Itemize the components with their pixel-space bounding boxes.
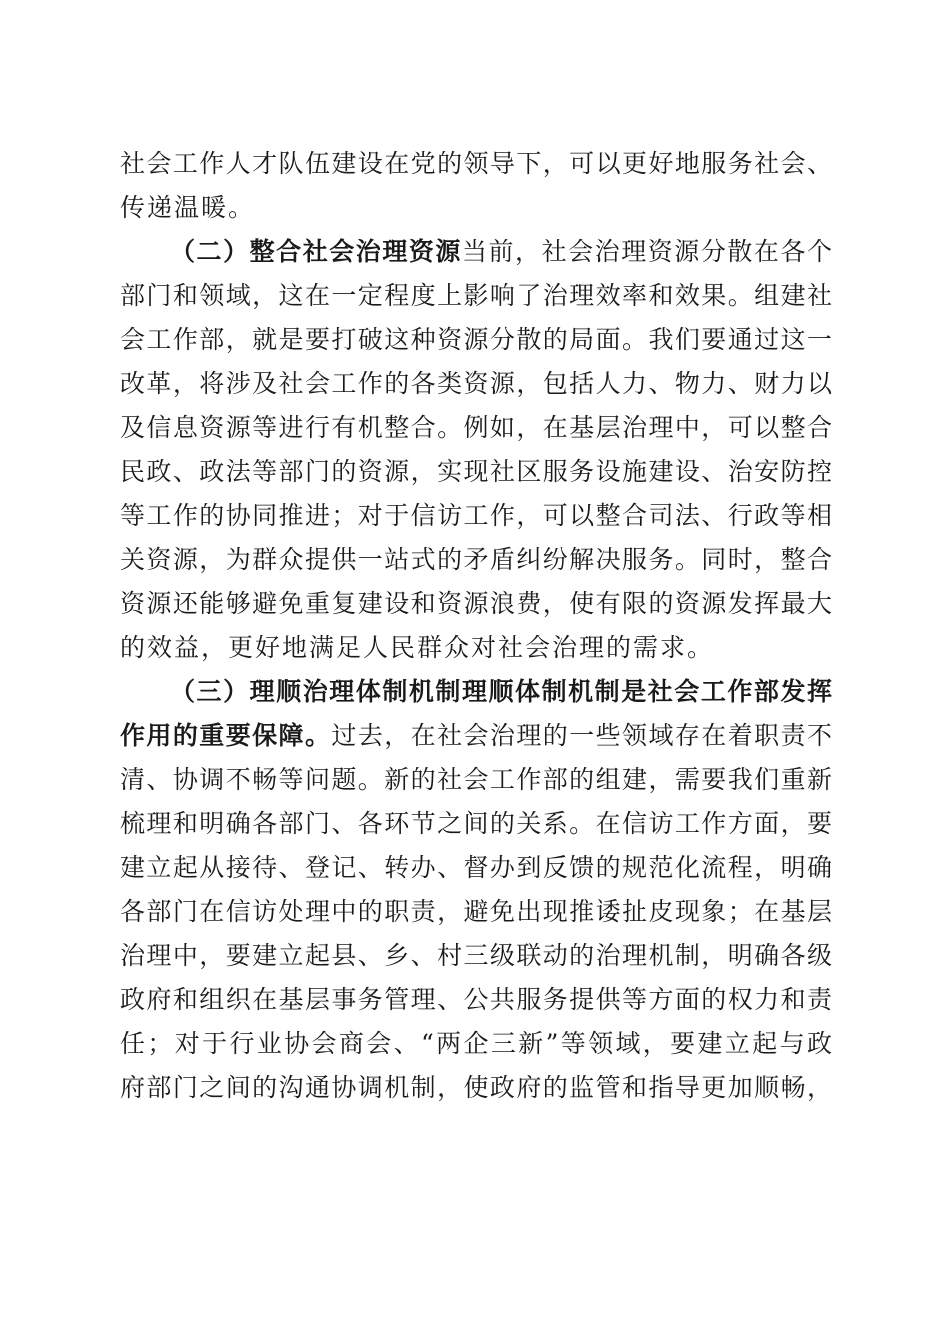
text-span: 过去，在社会治理的一些领域存在着职责不 (331, 721, 832, 750)
text-line: 府部门之间的沟通协调机制，使政府的监管和指导更加顺畅， (120, 1073, 832, 1102)
text-line: 等工作的协同推进；对于信访工作，可以整合司法、行政等相 (120, 501, 832, 530)
section-heading-continued: 作用的重要保障。 (120, 721, 332, 750)
text-line: 清、协调不畅等问题。新的社会工作部的组建，需要我们重新 (120, 765, 832, 794)
text-line: 资源还能够避免重复建设和资源浪费，使有限的资源发挥最大 (120, 589, 832, 618)
text-line: 政府和组织在基层事务管理、公共服务提供等方面的权力和责 (120, 985, 832, 1014)
text-line: 治理中，要建立起县、乡、村三级联动的治理机制，明确各级 (120, 941, 832, 970)
text-span: 当前，社会治理资源分散在各个 (461, 237, 832, 266)
text-line: 梳理和明确各部门、各环节之间的关系。在信访工作方面，要 (120, 809, 832, 838)
text-line: 改革，将涉及社会工作的各类资源，包括人力、物力、财力以 (120, 369, 832, 398)
section-heading-line (170, 230, 832, 274)
text-line: 各部门在信访处理中的职责，避免出现推诿扯皮现象；在基层 (120, 897, 832, 926)
text-line: 会工作部，就是要打破这种资源分散的局面。我们要通过这一 (120, 325, 832, 354)
text-line: 任；对于行业协会商会、“两企三新”等领域，要建立起与政 (120, 1029, 832, 1058)
text-line: 传递温暖。 (120, 193, 256, 222)
text-line: 建立起从接待、登记、转办、督办到反馈的规范化流程，明确 (120, 853, 832, 882)
text-line: 及信息资源等进行有机整合。例如，在基层治理中，可以整合 (120, 413, 832, 442)
text-line: 部门和领域，这在一定程度上影响了治理效率和效果。组建社 (120, 281, 832, 310)
text-line: 社会工作人才队伍建设在党的领导下，可以更好地服务社会、 (120, 149, 832, 178)
section-heading: （三）理顺治理体制机制理顺体制机制是社会工作部发挥 (170, 677, 832, 706)
text-line: 关资源，为群众提供一站式的矛盾纠纷解决服务。同时，整合 (120, 545, 832, 574)
text-line: 民政、政法等部门的资源，实现社区服务设施建设、治安防控 (120, 457, 832, 486)
section-heading-line (120, 714, 832, 758)
text-line: 的效益，更好地满足人民群众对社会治理的需求。 (120, 633, 715, 662)
section-heading: （二）整合社会治理资源 (170, 237, 462, 266)
